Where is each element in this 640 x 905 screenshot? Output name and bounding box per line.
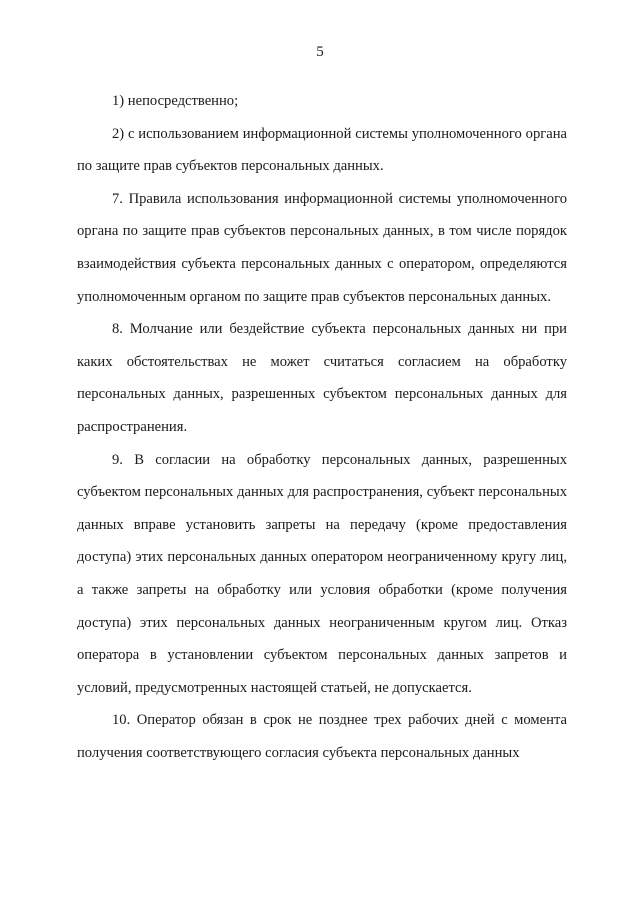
document-body — [77, 85, 567, 769]
paragraph-item-2: 2) с использованием информационной системы уполномоченного органа по защите прав субъектов персональных данных. — [77, 125, 567, 175]
paragraph-clause-9: 9. В согласии на обработку персональных данных, разрешенных субъектом персональных данных для распространения, субъект персональных данных вправе установить запреты на передачу (кроме предоставления доступа) этих персональных данных оператором неограниченному кругу лиц, а также запреты на обработку или условия обработки (кроме получения доступа) этих персональных данных неограниченным кругом лиц. Отказ оператора в установлении субъектом персональных данных запретов и условий, предусмотренных настоящей статьей, не допускается. — [77, 451, 567, 696]
paragraph-clause-7: 7. Правила использования информационной системы уполномоченного органа по защите прав субъектов персональных данных, в том числе порядок взаимодействия субъекта персональных данных с оператором, определяются уполномоченным органом по защите прав субъектов персональных данных. — [77, 190, 567, 305]
paragraph-item-1: 1) непосредственно; — [112, 93, 239, 109]
paragraph-clause-8: 8. Молчание или бездействие субъекта персональных данных ни при каких обстоятельствах не может считаться согласием на обработку персональных данных, разрешенных субъектом персональных данных для распространения. — [77, 321, 567, 435]
paragraph-clause-10: 10. Оператор обязан в срок не позднее трех рабочих дней с момента получения соответствующего согласия субъекта персональных данных — [77, 712, 567, 761]
page-number: 5 — [316, 44, 324, 60]
